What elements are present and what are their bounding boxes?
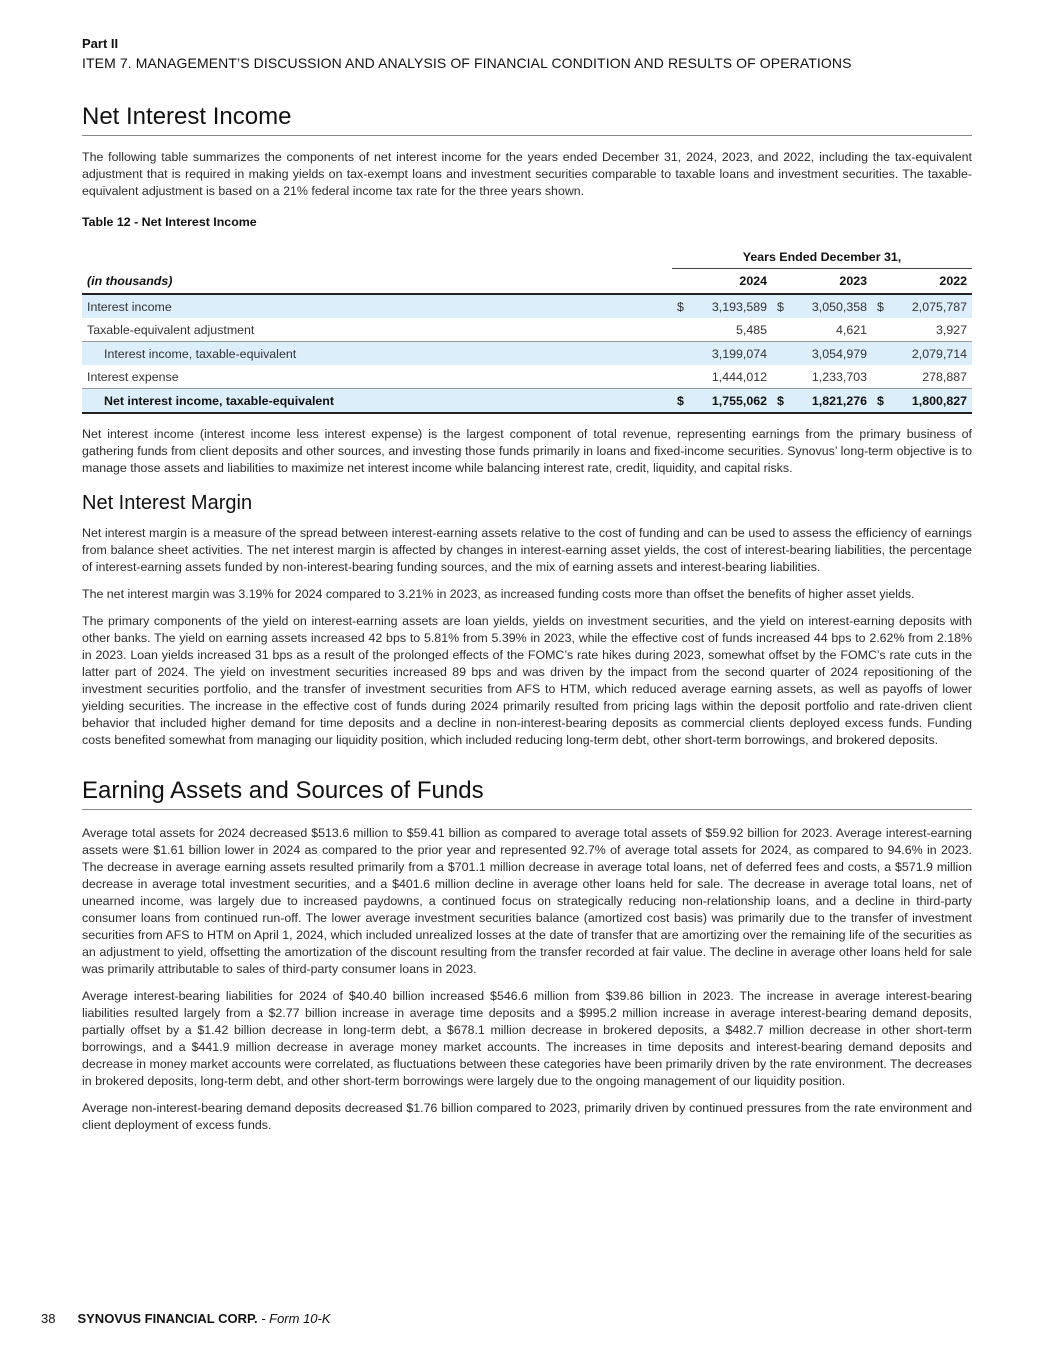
- page-footer: [41, 1311, 331, 1326]
- company-name: SYNOVUS FINANCIAL CORP.: [77, 1311, 258, 1326]
- year-header: 2022: [872, 269, 972, 295]
- cell-value: 1,444,012: [711, 369, 767, 384]
- cell-value: 3,193,589: [686, 294, 772, 318]
- eas-paragraph-3: Average non-interest-bearing demand deposits decreased $1.76 billion compared to 2023, primarily driven by continued pressures from the rate environment and client deployment of excess funds.: [82, 1101, 972, 1132]
- currency-symbol: $: [672, 294, 686, 318]
- currency-symbol: $: [872, 389, 886, 414]
- currency-symbol: $: [872, 294, 886, 318]
- table-row: [82, 342, 972, 366]
- cell-value: 278,887: [922, 369, 967, 384]
- cell-value: 1,821,276: [786, 389, 872, 414]
- cell-value: 4,621: [835, 322, 867, 337]
- table-row: [82, 318, 972, 342]
- table-total-row: [82, 389, 972, 414]
- currency-symbol: [872, 342, 886, 366]
- row-label: Interest expense: [87, 369, 179, 384]
- currency-symbol: [672, 365, 686, 389]
- currency-symbol: [872, 365, 886, 389]
- currency-symbol: [772, 342, 786, 366]
- row-label: Interest income, taxable-equivalent: [82, 342, 672, 366]
- nii-intro-paragraph: The following table summarizes the components of net interest income for the years ended December 31, 2024, 2023, and 2022, including the tax-equivalent adjustment that is required in making yields on tax-exempt loans and investment securities comparable to taxable loans and investment securities. The taxable-equivalent adjustment is based on a 21% federal income tax rate for the three years shown.: [82, 150, 972, 198]
- row-label: Taxable-equivalent adjustment: [87, 322, 255, 337]
- cell-value: 1,233,703: [811, 369, 867, 384]
- currency-symbol: $: [772, 389, 786, 414]
- cell-value: 3,199,074: [686, 342, 772, 366]
- currency-symbol: [772, 318, 786, 342]
- section-title-earning-assets: Earning Assets and Sources of Funds: [82, 777, 972, 810]
- eas-paragraph-2: Average interest-bearing liabilities for 2024 of $40.40 billion increased $546.6 million from $39.86 billion in 2023. The increase in average interest-bearing liabilities resulted largely from a $2.77 billion increase in average time deposits and a $995.2 million increase in average interest-bearing demand deposits, partially offset by a $1.42 billion decrease in long-term debt, a $678.1 million decrease in brokered deposits, a $482.7 million decrease in other short-term borrowings, and a $441.9 million decrease in average money market accounts. The increases in time deposits and interest-bearing demand deposits and decrease in money market accounts were correlated, as fluctuations between these categories have been primarily driven by the rate environment. The decreases in brokered deposits, long-term debt, and other short-term borrowings were largely due to the ongoing management of our liquidity position.: [82, 989, 972, 1088]
- table-caption: Table 12 - Net Interest Income: [82, 215, 257, 229]
- cell-value: 3,050,358: [786, 294, 872, 318]
- nim-paragraph-3: The primary components of the yield on interest-earning assets are loan yields, yields on investment securities, and the yield on interest-earning deposits with other banks. The yield on earning assets increased 42 bps to 5.81% from 5.39% in 2023, while the effective cost of funds increased 44 bps to 2.62% from 2.18% in 2023. Loan yields increased 31 bps as a result of the prolonged effects of the FOMC’s rate hikes during 2023, somewhat offset by the FOMC’s rate cuts in the latter part of 2024. The yield on investment securities increased 89 bps and was driven by the impact from the second quarter of 2024 repositioning of the investment securities portfolio, and the transfer of investment securities from AFS to HTM, which reduced average earning assets, as well as payoffs of lower yielding securities. The increase in the effective cost of funds during 2024 primarily resulted from pricing lags within the deposit portfolio and rate-driven client behavior that included higher demand for time deposits and a decline in non-interest-bearing deposits as commercial clients deployed excess funds. Funding costs benefited somewhat from managing our liquidity position, which included reducing long-term debt, other short-term borrowings, and brokered deposits.: [82, 614, 972, 747]
- currency-symbol: [672, 318, 686, 342]
- cell-value: 3,927: [935, 322, 967, 337]
- period-header: Years Ended December 31,: [672, 246, 972, 269]
- section-title-net-interest-income: Net Interest Income: [82, 103, 972, 136]
- nii-description-paragraph: Net interest income (interest income less interest expense) is the largest component of total revenue, representing earnings from the primary business of gathering funds from client deposits and other sources, and investing those funds primarily in loans and fixed-income securities. Synovus’ long-term objective is to manage those assets and liabilities to maximize net interest income while balancing interest rate, credit, liquidity, and capital risks.: [82, 427, 972, 475]
- eas-paragraph-1: Average total assets for 2024 decreased $513.6 million to $59.41 billion as compared to average total assets of $59.92 billion for 2023. Average interest-earning assets were $1.61 billion lower in 2024 as compared to the prior year and represented 92.7% of average total assets for 2024, as compared to 94.6% in 2023. The decrease in average earning assets resulted primarily from a $701.1 million decrease in average total loans, net of deferred fees and costs, a $571.9 million decrease in average total investment securities, and a $401.6 million decline in average other loans held for sale. The decrease in average total loans, net of unearned income, was largely due to increased paydowns, a continued focus on strategically reducing non-relationship loans, and a decline in third-party consumer loans from continued run-off. The lower average investment securities balance (amortized cost basis) was primarily due to the transfer of investment securities from AFS to HTM on April 1, 2024, which included unrealized losses at the date of transfer that are amortizing over the remaining life of the securities as an adjustment to yield, offsetting the amortization of the discount resulting from the transfer recorded at fair value. The decline in average other loans held for sale was primarily attributable to sales of third-party consumer loans in 2023.: [82, 826, 972, 976]
- table-row: [82, 365, 972, 389]
- part-label: Part II: [82, 36, 119, 51]
- cell-value: 5,485: [735, 322, 767, 337]
- table-row: [82, 294, 972, 318]
- currency-symbol: [872, 318, 886, 342]
- form-label: - Form 10-K: [257, 1311, 331, 1326]
- currency-symbol: $: [672, 389, 686, 414]
- cell-value: 2,075,787: [886, 294, 972, 318]
- nim-paragraph-1: Net interest margin is a measure of the spread between interest-earning assets relative to the cost of funding and can be used to assess the efficiency of earnings from balance sheet activities. The net interest margin is affected by changes in interest-earning asset yields, the cost of interest-bearing liabilities, the percentage of interest-earning assets funded by non-interest-bearing funding sources, and the mix of earning assets and interest-bearing liabilities.: [82, 526, 972, 574]
- net-interest-income-table: [82, 246, 972, 414]
- cell-value: 2,079,714: [886, 342, 972, 366]
- page-content: [82, 36, 972, 1134]
- section-title-net-interest-margin: Net Interest Margin: [82, 492, 253, 514]
- unit-label: (in thousands): [82, 269, 672, 295]
- item-heading: ITEM 7. MANAGEMENT’S DISCUSSION AND ANALYSIS OF FINANCIAL CONDITION AND RESULTS OF OPERATIONS: [82, 55, 852, 71]
- table-column-header-row: [82, 269, 972, 295]
- year-header: 2024: [672, 269, 772, 295]
- currency-symbol: [672, 342, 686, 366]
- cell-value: 1,755,062: [686, 389, 772, 414]
- page-number: 38: [41, 1311, 56, 1326]
- table-period-header-row: [82, 246, 972, 269]
- year-header: 2023: [772, 269, 872, 295]
- row-label: Net interest income, taxable-equivalent: [82, 389, 672, 414]
- currency-symbol: $: [772, 294, 786, 318]
- nim-paragraph-2: The net interest margin was 3.19% for 2024 compared to 3.21% in 2023, as increased funding costs more than offset the benefits of higher asset yields.: [82, 587, 915, 601]
- cell-value: 1,800,827: [886, 389, 972, 414]
- row-label: Interest income: [82, 294, 672, 318]
- currency-symbol: [772, 365, 786, 389]
- cell-value: 3,054,979: [786, 342, 872, 366]
